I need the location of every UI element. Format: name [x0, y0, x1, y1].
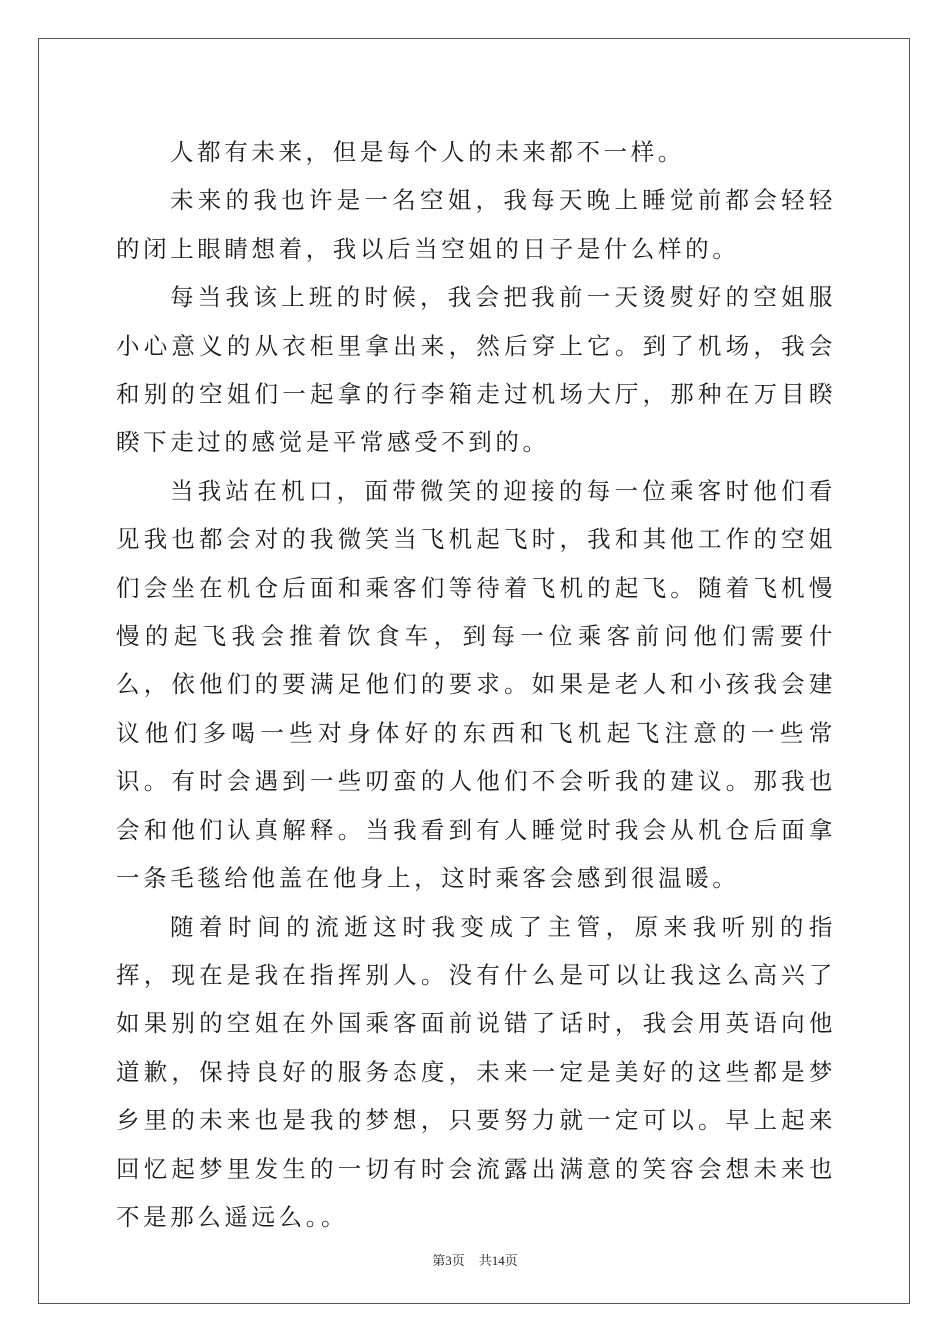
document-body: [116, 128, 836, 1241]
paragraph-5: 随着时间的流逝这时我变成了主管，原来我听别的指挥，现在是我在指挥别人。没有什么是可以让我这么高兴了如果别的空姐在外国乘客面前说错了话时，我会用英语向他道歉，保持良好的服务态度，未来一定是美好的这些都是梦乡里的未来也是我的梦想，只要努力就一定可以。早上起来回忆起梦里发生的一切有时会流露出满意的笑容会想未来也不是那么遥远么。。: [116, 912, 836, 1231]
page-footer: [0, 1250, 950, 1269]
page-total: 共14页: [478, 1253, 518, 1268]
paragraph-1: 人都有未来，但是每个人的未来都不一样。: [170, 138, 685, 166]
page-number: 第3页: [432, 1253, 465, 1268]
paragraph-2: 未来的我也许是一名空姐，我每天晚上睡觉前都会轻轻的闭上眼睛想着，我以后当空姐的日子是什么样的。: [116, 186, 836, 263]
paragraph-3: 每当我该上班的时候，我会把我前一天烫熨好的空姐服小心意义的从衣柜里拿出来，然后穿上它。到了机场，我会和别的空姐们一起拿的行李箱走过机场大厅，那种在万目睽睽下走过的感觉是平常感受不到的。: [116, 283, 836, 457]
paragraph-4: 当我站在机口，面带微笑的迎接的每一位乘客时他们看见我也都会对的我微笑当飞机起飞时，我和其他工作的空姐们会坐在机仓后面和乘客们等待着飞机的起飞。随着飞机慢慢的起飞我会推着饮食车，到每一位乘客前问他们需要什么，依他们的要满足他们的要求。如果是老人和小孩我会建议他们多喝一些对身体好的东西和飞机起飞注意的一些常识。有时会遇到一些叨蛮的人他们不会听我的建议。那我也会和他们认真解释。当我看到有人睡觉时我会从机仓后面拿一条毛毯给他盖在他身上，这时乘客会感到很温暖。: [116, 476, 836, 893]
